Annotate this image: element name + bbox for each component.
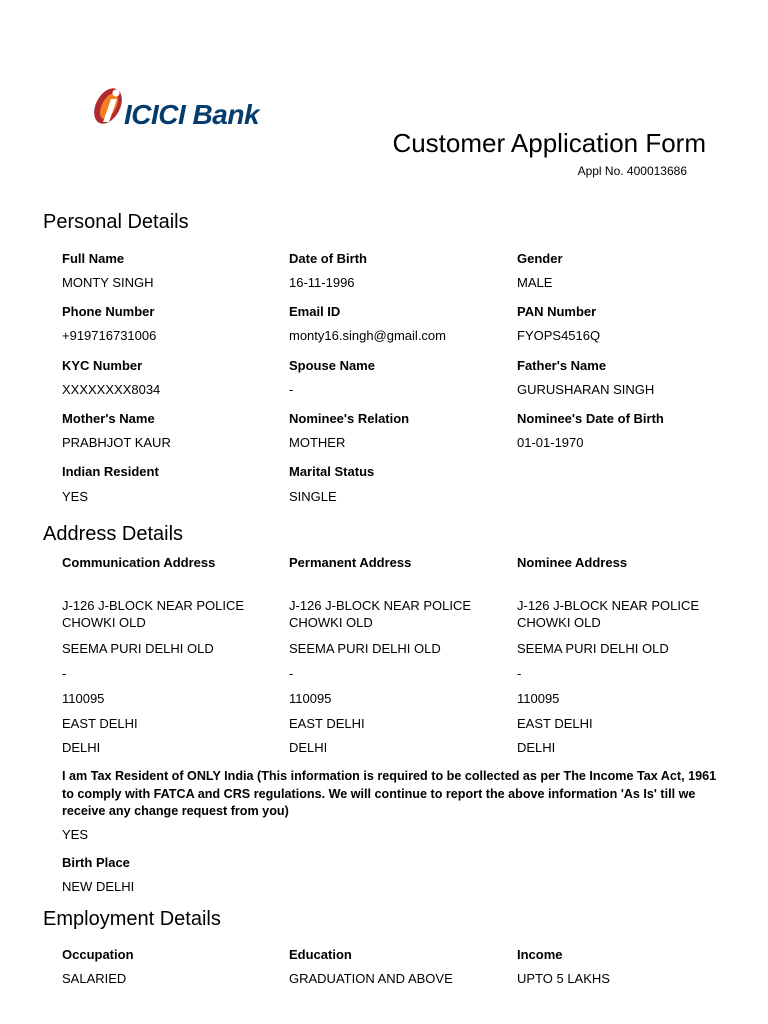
gender-label: Gender	[517, 251, 563, 266]
education-value: GRADUATION AND ABOVE	[289, 971, 453, 986]
communication-address-label: Communication Address	[62, 555, 216, 570]
form-title: Customer Application Form	[392, 128, 706, 158]
permanent-address-line3: -	[289, 666, 294, 681]
nominee-address-label: Nominee Address	[517, 555, 628, 570]
personal-details-heading: Personal Details	[43, 211, 189, 233]
phone-number-label: Phone Number	[62, 304, 155, 319]
nominee-dob-label: Nominee's Date of Birth	[517, 411, 664, 426]
occupation-value: SALARIED	[62, 971, 127, 986]
tax-resident-declaration-value: YES	[62, 827, 89, 842]
spouse-name-label: Spouse Name	[289, 358, 375, 373]
permanent-address-district: EAST DELHI	[289, 716, 365, 731]
income-value: UPTO 5 LAKHS	[517, 971, 610, 986]
email-id-label: Email ID	[289, 304, 341, 319]
mothers-name-label: Mother's Name	[62, 411, 155, 426]
communication-address-state: DELHI	[62, 740, 101, 755]
address-details-heading: Address Details	[43, 523, 184, 545]
pan-number-label: PAN Number	[517, 304, 597, 319]
mothers-name-value: PRABHJOT KAUR	[62, 435, 171, 450]
spouse-name-value: -	[289, 382, 294, 397]
nominee-relation-value: MOTHER	[289, 435, 346, 450]
icici-bank-logo	[88, 84, 298, 132]
birth-place-value: NEW DELHI	[62, 879, 135, 894]
permanent-address-line1: J-126 J-BLOCK NEAR POLICE CHOWKI OLD	[289, 598, 472, 630]
birth-place-label: Birth Place	[62, 855, 130, 870]
logo-emblem-icon	[88, 84, 127, 128]
pan-number-value: FYOPS4516Q	[517, 328, 601, 343]
nominee-address-line1: J-126 J-BLOCK NEAR POLICE CHOWKI OLD	[517, 598, 700, 630]
nominee-address-state: DELHI	[517, 740, 556, 755]
communication-address-pincode: 110095	[62, 691, 105, 706]
gender-value: MALE	[517, 275, 553, 290]
indian-resident-label: Indian Resident	[62, 464, 159, 479]
permanent-address-pincode: 110095	[289, 691, 332, 706]
income-label: Income	[517, 947, 563, 962]
application-number: Appl No. 400013686	[577, 164, 687, 178]
permanent-address-line2: SEEMA PURI DELHI OLD	[289, 641, 441, 656]
date-of-birth-label: Date of Birth	[289, 251, 367, 266]
logo-text: ICICI Bank	[124, 99, 260, 130]
nominee-address-line3: -	[517, 666, 522, 681]
full-name-value: MONTY SINGH	[62, 275, 154, 290]
phone-number-value: +919716731006	[62, 328, 157, 343]
occupation-label: Occupation	[62, 947, 134, 962]
indian-resident-value: YES	[62, 489, 89, 504]
nominee-address-line2: SEEMA PURI DELHI OLD	[517, 641, 669, 656]
education-label: Education	[289, 947, 352, 962]
permanent-address-label: Permanent Address	[289, 555, 412, 570]
fathers-name-label: Father's Name	[517, 358, 607, 373]
nominee-dob-value: 01-01-1970	[517, 435, 584, 450]
permanent-address-state: DELHI	[289, 740, 328, 755]
marital-status-value: SINGLE	[289, 489, 337, 504]
nominee-address-pincode: 110095	[517, 691, 560, 706]
kyc-number-label: KYC Number	[62, 358, 143, 373]
fathers-name-value: GURUSHARAN SINGH	[517, 382, 655, 397]
communication-address-line1: J-126 J-BLOCK NEAR POLICE CHOWKI OLD	[62, 598, 245, 630]
nominee-address-district: EAST DELHI	[517, 716, 593, 731]
communication-address-line2: SEEMA PURI DELHI OLD	[62, 641, 214, 656]
kyc-number-value: XXXXXXXX8034	[62, 382, 161, 397]
marital-status-label: Marital Status	[289, 464, 375, 479]
communication-address-district: EAST DELHI	[62, 716, 138, 731]
nominee-relation-label: Nominee's Relation	[289, 411, 410, 426]
date-of-birth-value: 16-11-1996	[289, 275, 355, 290]
employment-details-heading: Employment Details	[43, 908, 221, 930]
tax-resident-declaration-label: I am Tax Resident of ONLY India (This information is required to be collected as per The Income Tax Act, 1961 to comply with FATCA and CRS regulations. We will continue to report the above information 'As Is' till we receive any change request from you)	[62, 769, 717, 818]
full-name-label: Full Name	[62, 251, 125, 266]
communication-address-line3: -	[62, 666, 67, 681]
email-id-value: monty16.singh@gmail.com	[289, 328, 446, 343]
